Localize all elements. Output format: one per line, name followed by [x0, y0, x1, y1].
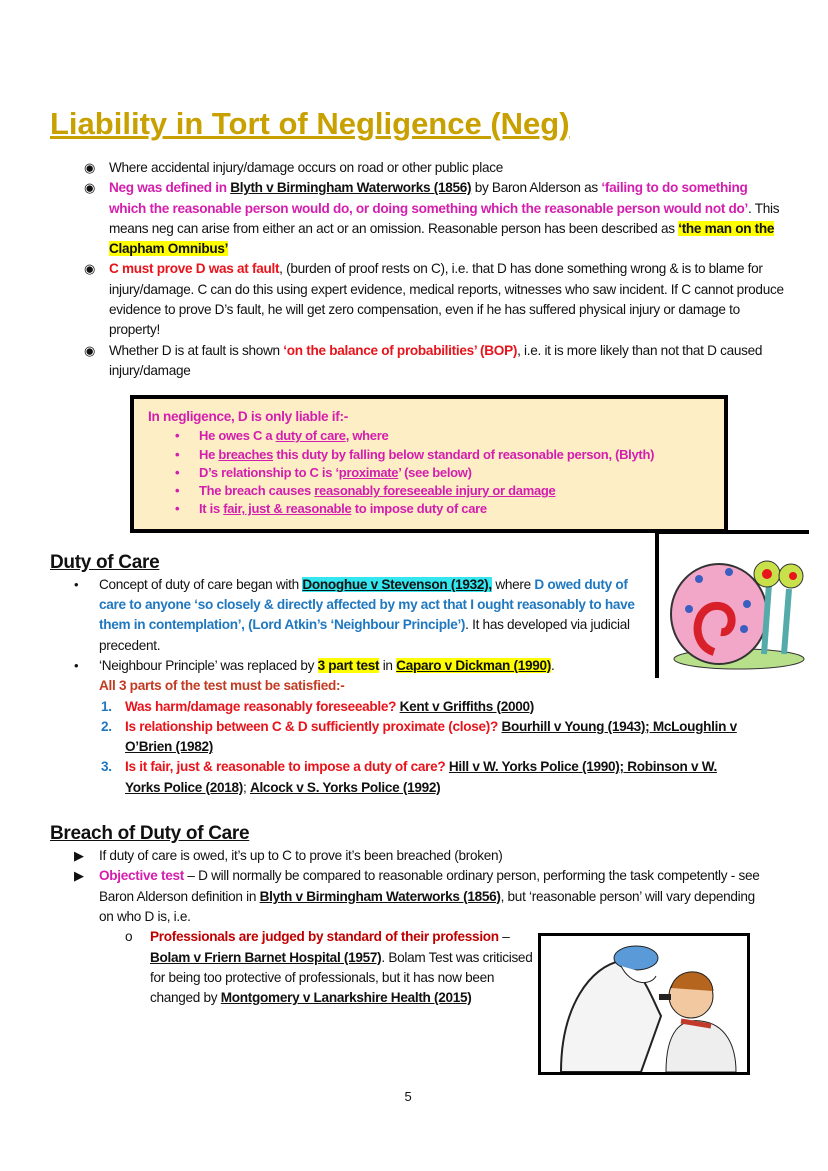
bullet-icon: • [74, 576, 79, 592]
item-number: 1. [101, 698, 112, 714]
breach-list [50, 846, 770, 927]
text: ; [242, 779, 250, 795]
case-citation: Kent v Griffiths (2000) [399, 698, 534, 714]
text: He owes C a [199, 428, 276, 444]
list-item [50, 575, 650, 656]
bullet-icon: • [175, 428, 180, 444]
highlighted-text: 3 part test [317, 657, 380, 673]
radio-bullet-icon: ◉ [84, 342, 96, 358]
case-citation: Donoghue v Stevenson (1932), [302, 576, 492, 592]
doctor-patient-image [538, 933, 750, 1075]
text: . This means neg can arise from either an act or an omission. Reasonable person has been described as [109, 200, 780, 236]
list-item [169, 482, 724, 500]
highlighted-quote: ‘the man on the Clapham Omnibus’ [109, 220, 775, 257]
breach-sub-row [125, 927, 828, 1075]
triangle-bullet-icon: ▶ [74, 848, 84, 864]
text: Was harm/damage reasonably foreseeable? [125, 698, 397, 714]
radio-bullet-icon: ◉ [84, 261, 96, 277]
text: C must prove D was at fault [109, 261, 280, 277]
bullet-icon: • [175, 483, 180, 499]
case-citation: Blyth v Birmingham Waterworks (1856) [259, 888, 501, 904]
duty-list [50, 575, 737, 798]
text: ‘Neighbour Principle’ was replaced by [99, 657, 318, 673]
text: Whether D is at fault is shown [109, 342, 284, 358]
text: The breach causes [199, 483, 315, 499]
radio-bullet-icon: ◉ [84, 160, 96, 175]
list-item [169, 446, 724, 464]
sub-bullet [125, 927, 535, 1008]
list-item [50, 866, 770, 927]
text: Neg was defined in [109, 180, 231, 196]
list-item [169, 427, 724, 445]
text: where [491, 576, 535, 592]
text: Professionals are judged by standard of their profession [150, 929, 499, 945]
list-item [99, 717, 739, 758]
case-citation: Bourhill v Young (1943); McLoughlin v O’Brien (1982) [125, 718, 737, 755]
triangle-bullet-icon: ▶ [74, 868, 84, 884]
text: D’s relationship to C is ‘ [199, 464, 339, 480]
bullet-icon: • [175, 501, 180, 517]
list-item [60, 259, 785, 340]
bullet-icon: • [175, 464, 180, 480]
text: . [550, 657, 555, 673]
text: If duty of care is owed, it’s up to C to prove it’s been breached (broken) [99, 848, 503, 864]
case-citation: Blyth v Birmingham Waterworks (1856) [230, 180, 472, 196]
text: All 3 parts of the test must be satisfied:- [99, 678, 345, 694]
list-item [60, 341, 785, 382]
text: in [379, 657, 397, 673]
text: – D will normally be compared to reasonable ordinary person, performing the task competently - see Baron Alderson definition in [99, 868, 760, 904]
snail-icon [659, 534, 809, 678]
list-item [99, 757, 739, 798]
text: to impose duty of care [351, 501, 487, 517]
text: fair, just & reasonable [223, 501, 352, 517]
definition-quote: ‘failing to do something which the reasonable person would do, or doing something which the reasonable person would not do’ [109, 180, 749, 216]
list-item [169, 464, 724, 482]
breach-heading: Breach of Duty of Care [50, 823, 250, 845]
list-item [50, 846, 770, 866]
text: , (burden of proof rests on C), i.e. that D has done something wrong & is to blame for injury/damage. C can do this using expert evidence, medical reports, witnesses who saw incident. If C cannot produce evidence to prove D’s fault, he will get zero compensation, even if he has suffered physical injury or damage to property! [109, 261, 784, 338]
breach-section [50, 822, 828, 1075]
list-item [50, 656, 737, 798]
text: , where [345, 428, 389, 444]
conditions-list [169, 427, 724, 518]
case-citation: Montgomery v Lanarkshire Health (2015) [220, 990, 472, 1006]
page-number: 5 [404, 1089, 412, 1105]
case-citation: Hill v W. Yorks Police (1990); Robinson v W. Yorks Police (2018) [125, 759, 717, 795]
text: proximate [338, 464, 399, 480]
caparo-test-list [99, 697, 739, 798]
text: ‘on the balance of probabilities’ (BOP) [283, 342, 518, 358]
text: by Baron Alderson as [471, 180, 602, 196]
list-item [169, 500, 724, 518]
text: breaches [218, 446, 274, 462]
snail-image [655, 530, 809, 678]
text: Objective test [99, 868, 184, 884]
text: Is it fair, just & reasonable to impose a duty of care? [125, 759, 446, 775]
duty-of-care-heading: Duty of Care [50, 551, 160, 573]
text: He [199, 446, 219, 462]
case-citation: Alcock v S. Yorks Police (1992) [249, 779, 441, 795]
text: duty of care [275, 428, 346, 444]
liability-conditions-box [130, 395, 728, 532]
text: , i.e. it is more likely than not that D caused injury/damage [109, 342, 763, 378]
circle-bullet-icon: o [125, 929, 133, 945]
text: – [498, 929, 510, 945]
text: . It has developed via judicial precedent. [99, 617, 630, 653]
text: reasonably foreseeable injury or damage [314, 483, 556, 499]
intro-list [60, 158, 785, 381]
box-title: In negligence, D is only liable if:- [148, 409, 348, 425]
list-item [99, 697, 739, 717]
text: It is [199, 501, 224, 517]
case-citation: Caparo v Dickman (1990) [396, 657, 551, 673]
item-number: 2. [101, 718, 112, 734]
bullet-icon: • [175, 446, 180, 462]
text: this duty by falling below standard of reasonable person, (Blyth) [273, 446, 655, 462]
text: , but ‘reasonable person’ will vary depending on who D is, i.e. [99, 888, 755, 924]
case-citation: Bolam v Friern Barnet Hospital (1957) [150, 949, 382, 965]
doctor-icon [541, 936, 747, 1072]
list-item [60, 158, 785, 178]
page-title: Liability in Tort of Negligence (Neg) [50, 106, 570, 141]
text: ’ (see below) [398, 464, 472, 480]
sub-bullet-text [150, 927, 535, 1008]
text: Concept of duty of care began with [99, 576, 303, 592]
text: Is relationship between C & D sufficiently proximate (close)? [125, 718, 498, 734]
text: Where accidental injury/damage occurs on road or other public place [109, 160, 503, 175]
text: . Bolam Test was criticised for being too protective of professionals, but it has now been changed by [150, 949, 533, 1006]
bullet-icon: • [74, 657, 79, 673]
item-number: 3. [101, 759, 112, 775]
radio-bullet-icon: ◉ [84, 180, 96, 196]
neighbour-principle-quote: D owed duty of care to anyone ‘so closely & directly affected by my act that I ought reasonably to have them in contemplation’, (Lord Atkin’s ‘Neighbour Principle’) [99, 576, 635, 633]
list-item [60, 178, 785, 259]
duty-of-care-section [50, 551, 828, 798]
